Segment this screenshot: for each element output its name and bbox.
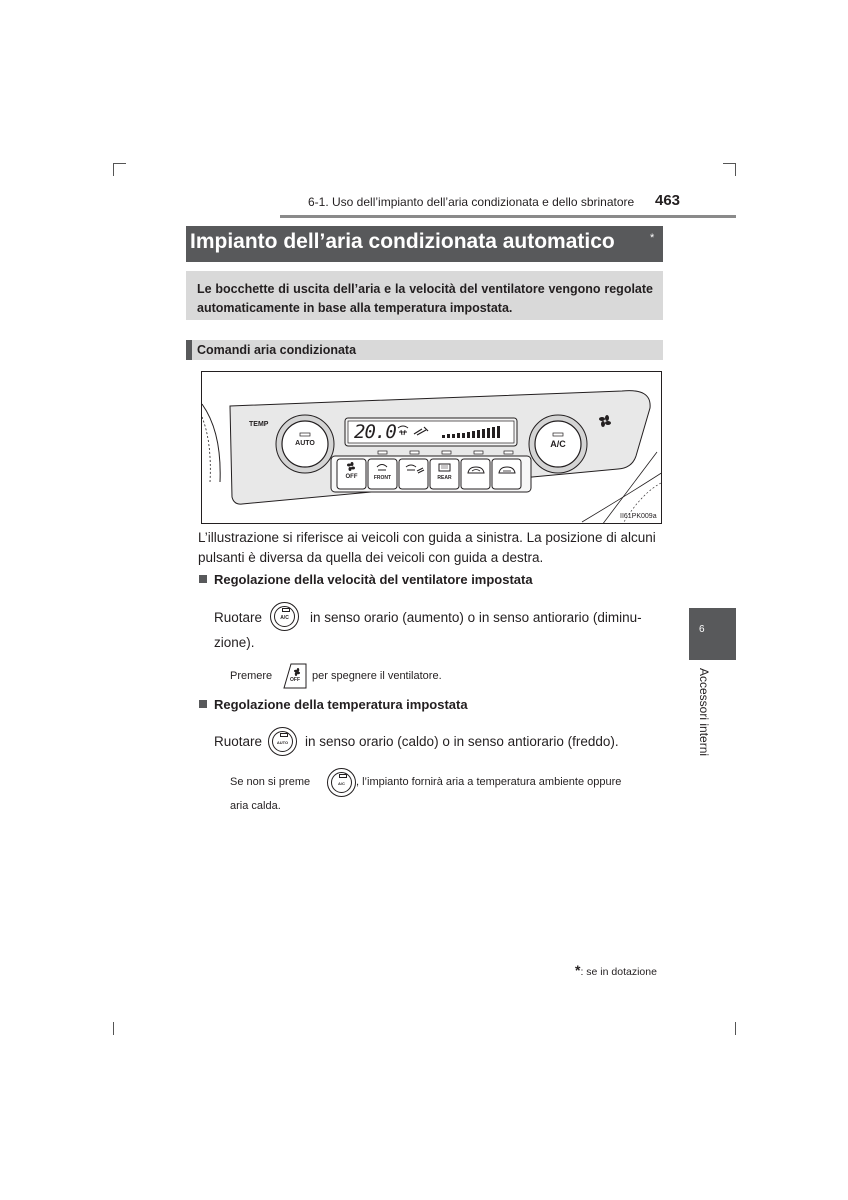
section-heading-text: Comandi aria condizionata [197,343,357,357]
temp-note-line2: aria calda. [230,800,281,812]
temp-note-before: Se non si preme [230,776,311,788]
chapter-tab [689,608,736,660]
bullet-square [199,575,207,583]
crop-mark [723,163,736,164]
temp-heading-text: Regolazione della temperatura impostata [214,697,468,712]
chapter-number: 6 [699,624,705,635]
fan-instruction-line2: zione). [214,635,255,650]
knob-indicator [339,774,347,778]
crop-mark [735,163,736,176]
fan-note-before: Premere [230,670,273,682]
ac-knob-icon-label: A/C [338,781,345,786]
auto-knob-label: AUTO [295,440,315,447]
button-label-off: OFF [345,474,358,480]
footnote-text: : se in dotazione [580,966,657,978]
temp-section-heading [199,697,468,712]
ac-knob-icon-label: A/C [280,615,289,621]
temp-instruction-before: Ruotare [214,734,263,749]
temp-note-after: , l’impianto fornirà aria a temperatura ambiente oppure [356,776,622,788]
page-title-box [186,226,663,262]
off-button-label: OFF [290,677,300,683]
section-heading [186,340,663,360]
off-button-icon [283,663,307,689]
control-panel-illustration [201,371,662,524]
knob-indicator [282,608,290,612]
auto-knob-icon-label: AUTO [276,740,289,745]
crop-mark [735,1022,736,1035]
crop-mark [113,163,126,164]
ac-knob-icon [270,602,299,631]
running-header: 6-1. Uso dell’impianto dell’aria condizionata e dello sbrinatore [308,195,635,209]
fan-heading-text: Regolazione della velocità del ventilatore impostata [214,572,533,587]
fan-note-after: per spegnere il ventilatore. [312,670,442,682]
footnote-symbol: * [575,962,581,978]
page-title: Impianto dell’aria condizionata automatico [190,230,615,253]
title-asterisk: * [650,232,655,244]
ac-knob-label: A/C [550,439,566,449]
intro-box [186,271,663,320]
temp-label: TEMP [249,421,269,428]
bullet-square [199,700,207,708]
illustration-code: II61PK009a [620,513,657,520]
display-temperature: 20.0 [354,421,396,443]
intro-text: Le bocchette di uscita dell’aria e la velocità del ventilatore vengono regolate automaticamente in base alla temperatura impostata. [197,282,653,315]
crop-mark [113,163,114,176]
auto-knob-icon [268,727,297,756]
fan-instruction-before: Ruotare [214,610,263,625]
chapter-label: Accessori interni [697,668,711,757]
ac-knob-icon [327,768,356,797]
section-accent [186,340,192,360]
knob-indicator [280,733,288,737]
header-rule [280,215,736,218]
control-panel-drawing [202,372,662,524]
fan-section-heading [199,572,533,587]
temp-instruction-after: in senso orario (caldo) o in senso antiorario (freddo). [305,734,619,749]
page-number: 463 [655,192,681,209]
body-paragraph: L’illustrazione si riferisce ai veicoli con guida a sinistra. La posizione di alcuni pulsanti è diversa da quella dei veicoli con guida a destra. [198,530,656,565]
crop-mark [113,1022,114,1035]
button-label-rear: REAR [437,475,452,481]
fan-instruction-after: in senso orario (aumento) o in senso antiorario (diminu- [310,610,642,625]
footnote [575,962,657,978]
button-label-front: FRONT [373,475,392,481]
